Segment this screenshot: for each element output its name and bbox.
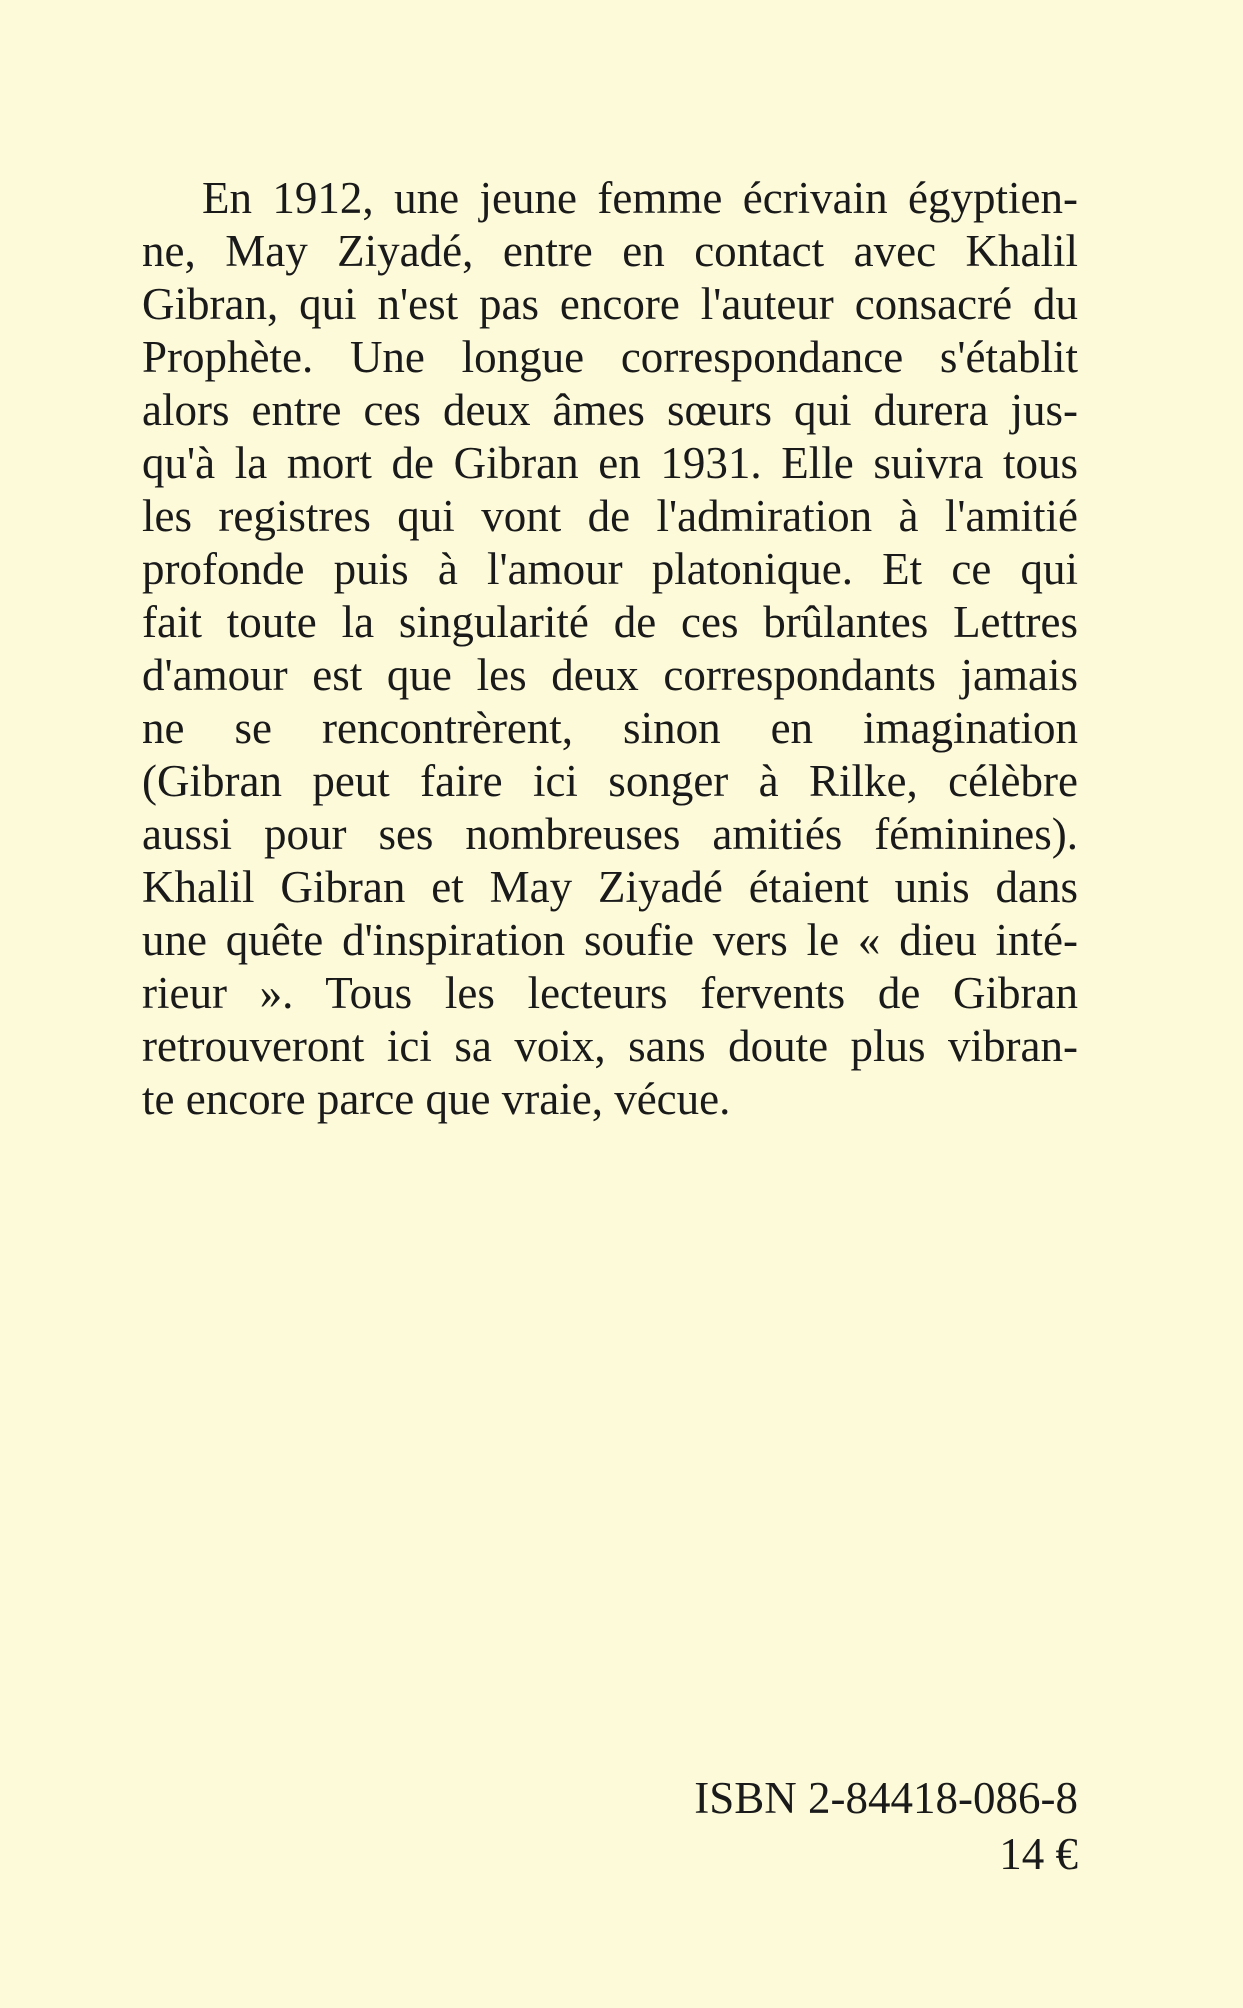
blurb-line: aussi pour ses nombreuses amitiés féminines). [142, 809, 1078, 859]
blurb-line: une quête d'inspiration soufie vers le « dieu inté- [142, 915, 1078, 965]
blurb-line: d'amour est que les deux correspondants jamais [142, 650, 1078, 700]
blurb-line: profonde puis à l'amour platonique. Et ce qui [142, 544, 1078, 594]
blurb-line: te encore parce que vraie, vécue. [142, 1074, 731, 1124]
blurb-line: qu'à la mort de Gibran en 1931. Elle suivra tous [142, 438, 1078, 488]
blurb-line: ne, May Ziyadé, entre en contact avec Khalil [142, 226, 1078, 276]
blurb-paragraph [142, 172, 1078, 1126]
blurb-line: En 1912, une jeune femme écrivain égyptien- [202, 173, 1078, 223]
blurb-line: retrouveront ici sa voix, sans doute plus vibran- [142, 1021, 1078, 1071]
blurb-line: alors entre ces deux âmes sœurs qui durera jus- [142, 385, 1078, 435]
isbn-price-block [694, 1770, 1078, 1882]
blurb-line: rieur ». Tous les lecteurs fervents de Gibran [142, 968, 1078, 1018]
blurb-line: les registres qui vont de l'admiration à l'amitié [142, 491, 1078, 541]
blurb-line: Gibran, qui n'est pas encore l'auteur consacré du [142, 279, 1078, 329]
blurb-line: fait toute la singularité de ces brûlantes Lettres [142, 597, 1078, 647]
blurb-line: ne se rencontrèrent, sinon en imagination [142, 703, 1078, 753]
price: 14 € [999, 1829, 1078, 1879]
isbn-number: ISBN 2-84418-086-8 [694, 1773, 1078, 1823]
blurb-line: (Gibran peut faire ici songer à Rilke, célèbre [142, 756, 1078, 806]
blurb-line: Khalil Gibran et May Ziyadé étaient unis dans [142, 862, 1078, 912]
blurb-line: Prophète. Une longue correspondance s'établit [142, 332, 1078, 382]
